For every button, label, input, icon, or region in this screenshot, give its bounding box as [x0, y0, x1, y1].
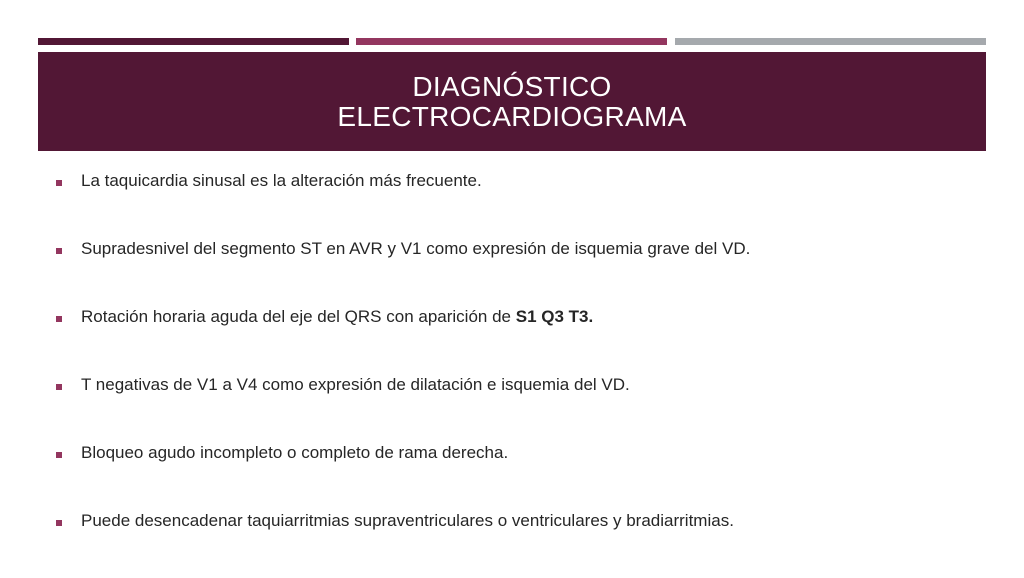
accent-bar-gray: [675, 38, 986, 45]
bullet-item: [56, 374, 986, 442]
slide-title-line-1: DIAGNÓSTICO: [412, 70, 612, 102]
top-accent-bars: [38, 38, 986, 45]
bullet-item: [56, 238, 986, 306]
bullet-item: [56, 510, 986, 578]
square-bullet-icon: [56, 452, 62, 458]
square-bullet-icon: [56, 180, 62, 186]
accent-bar-mid: [356, 38, 667, 45]
bullet-bold-text: S1 Q3 T3.: [515, 307, 594, 326]
accent-bar-dark: [38, 38, 349, 45]
square-bullet-icon: [56, 316, 62, 322]
square-bullet-icon: [56, 248, 62, 254]
bullet-text: La taquicardia sinusal es la alteración más frecuente.: [81, 171, 482, 190]
bullet-text-wrapper: [81, 303, 593, 331]
bullet-list: [56, 170, 986, 578]
bullet-item: [56, 306, 986, 374]
bullet-text: Bloqueo agudo incompleto o completo de rama derecha.: [81, 443, 509, 462]
bullet-text: T negativas de V1 a V4 como expresión de dilatación e isquemia del VD.: [81, 375, 630, 394]
square-bullet-icon: [56, 384, 62, 390]
bullet-item: [56, 170, 986, 238]
square-bullet-icon: [56, 520, 62, 526]
bullet-text: Puede desencadenar taquiarritmias supraventriculares o ventriculares y bradiarritmias.: [81, 511, 734, 530]
slide-title-block: [38, 52, 986, 151]
bullet-item: [56, 442, 986, 510]
slide-title-line-2: ELECTROCARDIOGRAMA: [337, 100, 687, 132]
bullet-text: Supradesnivel del segmento ST en AVR y V1 como expresión de isquemia grave del VD.: [81, 239, 751, 258]
bullet-text: Rotación horaria aguda del eje del QRS con aparición de: [81, 307, 516, 326]
